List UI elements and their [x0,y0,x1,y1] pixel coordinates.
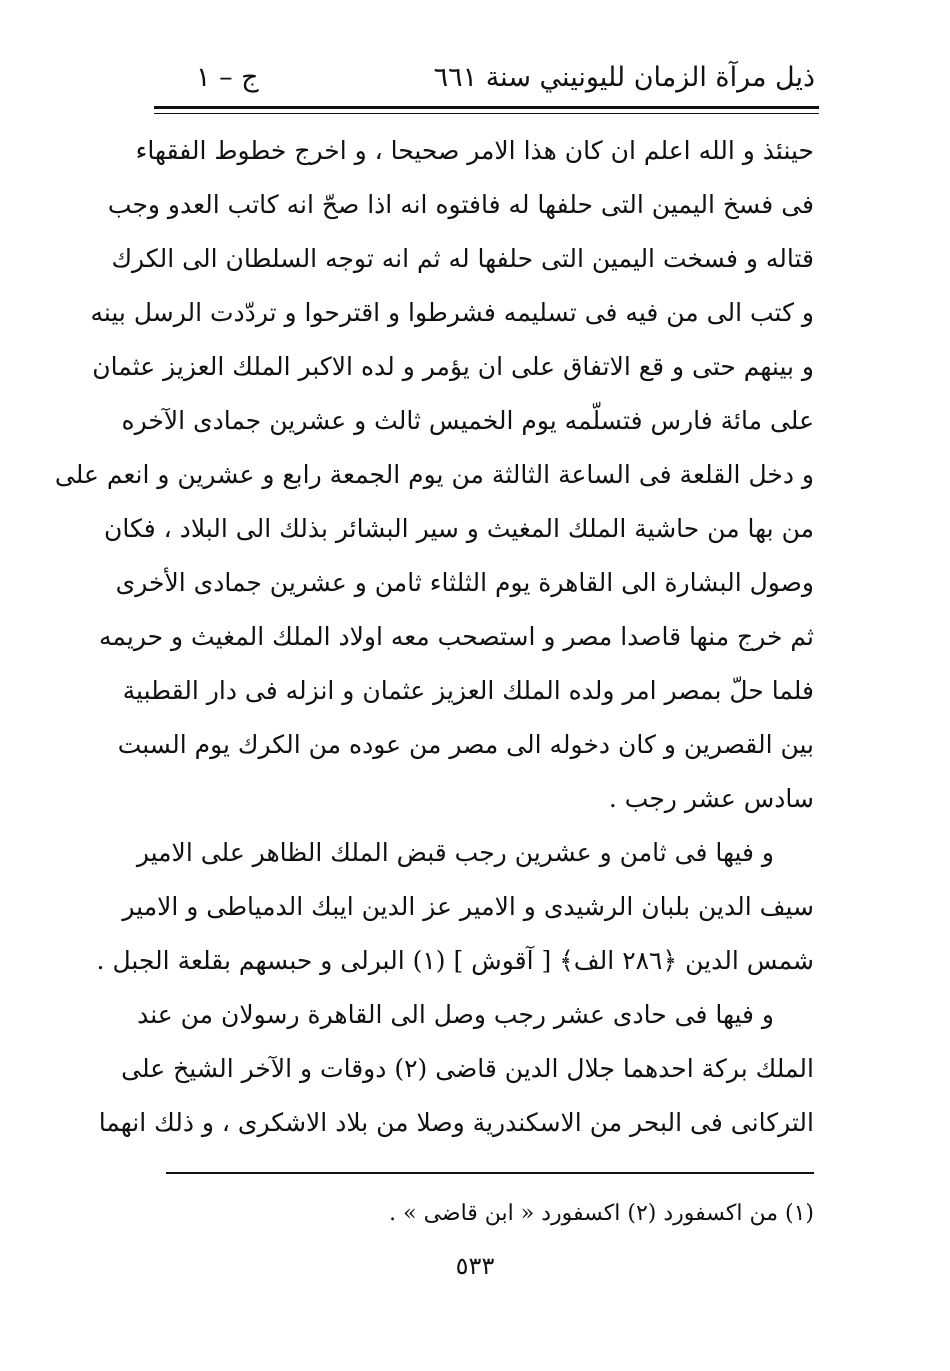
text-line: حينئذ و الله اعلم ان كان هذا الامر صحيحا ، و اخرج خطوط الفقهاء [135,136,814,165]
text-line: و فيها فى حادى عشر رجب وصل الى القاهرة رسولان من عند [137,1000,774,1029]
text-line: فى فسخ اليمين التى حلفها له فافتوه انه اذا صحّ انه كاتب العدو وجب [107,190,814,219]
footnote-rule [166,1172,814,1174]
header-rule-thick [154,106,819,109]
text-line: و فيها فى ثامن و عشرين رجب قبض الملك الظاهر على الامير [136,838,774,867]
text-line: من بها من حاشية الملك المغيث و سير البشائر بذلك الى البلاد ، فكان [103,514,814,543]
text-line: سادس عشر رجب . [608,784,814,813]
text-line: و دخل القلعة فى الساعة الثالثة من يوم الجمعة رابع و عشرين و انعم على [54,460,814,489]
text-line: قتاله و فسخت اليمين التى حلفها له ثم انه توجه السلطان الى الكرك [111,244,814,273]
text-line: سيف الدين بلبان الرشيدى و الامير عز الدين ايبك الدمياطى و الامير [122,892,814,921]
text-line: بين القصرين و كان دخوله الى مصر من عوده من الكرك يوم السبت [117,730,814,759]
text-line: على مائة فارس فتسلّمه يوم الخميس ثالث و عشرين جمادى الآخره [121,406,814,435]
text-line: و كتب الى من فيه فى تسليمه فشرطوا و اقترحوا و تردّدت الرسل بينه [90,298,814,327]
running-header [160,56,815,100]
header-rule-thin [154,113,819,114]
text-line: و بينهم حتى و قع الاتفاق على ان يؤمر و لده الاكبر الملك العزيز عثمان [92,352,814,381]
volume-number: ج – ١ [196,62,259,93]
text-line: وصول البشارة الى القاهرة يوم الثلثاء ثامن و عشرين جمادى الأخرى [115,568,814,597]
header-title: ذيل مرآة الزمان لليونيني سنة ٦٦١ [433,62,815,93]
main-text [54,124,814,1150]
text-line: ثم خرج منها قاصدا مصر و استصحب معه اولاد الملك المغيث و حريمه [99,622,814,651]
footnote: (١) من اكسفورد (٢) اكسفورد « ابن قاضى » . [389,1201,814,1226]
text-line: شمس الدين ﴿٢٨٦ الف﴾ [ آقوش ] (١) البرلى و حبسهم بقلعة الجبل . [96,946,814,975]
text-line: فلما حلّ بمصر امر ولده الملك العزيز عثمان و انزله فى دار القطبية [122,676,814,705]
text-line: الملك بركة احدهما جلال الدين قاضى (٢) دوقات و الآخر الشيخ على [121,1054,814,1083]
page-number: ٥٣٣ [455,1252,495,1280]
text-line: التركانى فى البحر من الاسكندرية وصلا من بلاد الاشكرى ، و ذلك انهما [98,1108,814,1137]
